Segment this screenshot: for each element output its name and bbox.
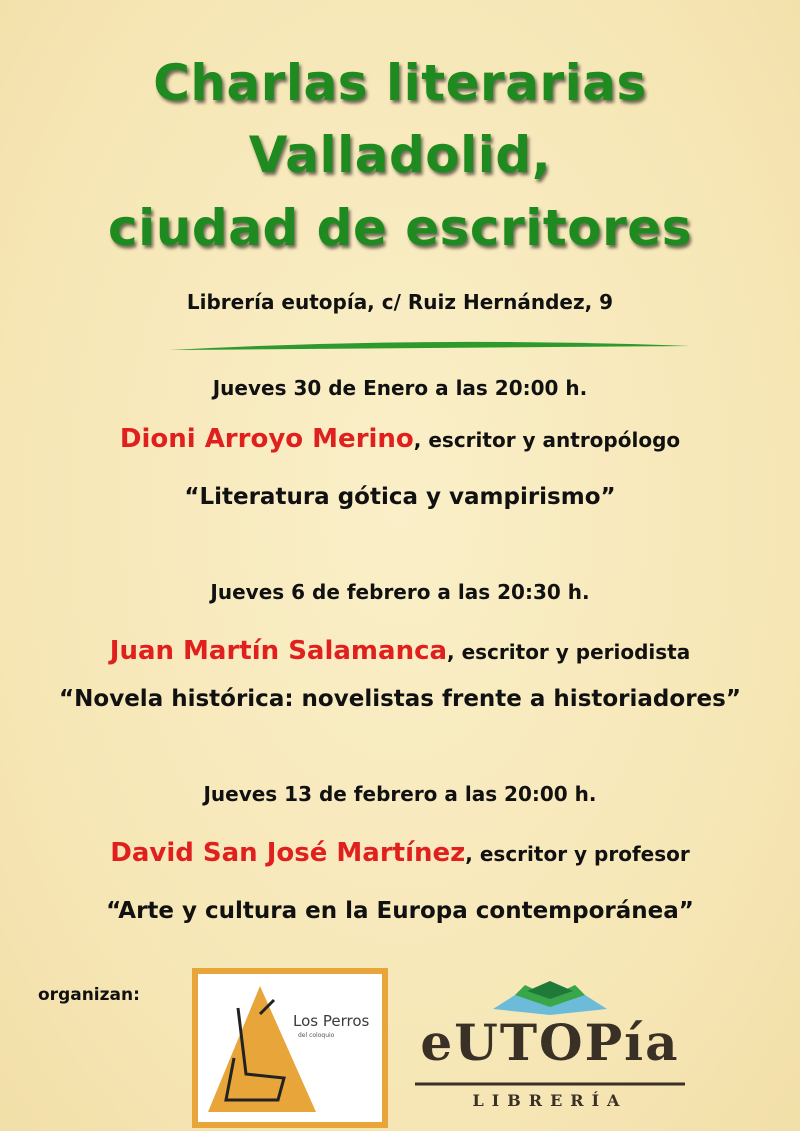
- event-1-talk-title: “Literatura gótica y vampirismo”: [184, 484, 616, 510]
- event-3-speaker-name: David San José Martínez: [110, 838, 466, 868]
- event-2-date: Jueves 6 de febrero a las 20:30 h.: [210, 580, 590, 604]
- event-2-speaker-role: , escritor y periodista: [447, 640, 691, 664]
- los-perros-triangle-icon: [198, 974, 382, 1122]
- los-perros-logo-text: Los Perros: [293, 1012, 370, 1030]
- event-3-talk-title: “Arte y cultura en la Europa contemporánea”: [106, 898, 694, 924]
- event-1-speaker-role: , escritor y antropólogo: [413, 428, 681, 452]
- poster-title-line-1: Charlas literarias: [153, 54, 647, 112]
- event-2-speaker: [0, 636, 800, 666]
- eutopia-wordmark: eUTOPía: [420, 1013, 680, 1072]
- eutopia-libreria-text: LIBRERÍA: [472, 1091, 628, 1110]
- open-book-icon: [405, 975, 695, 1015]
- green-divider: [170, 338, 690, 360]
- event-2-speaker-name: Juan Martín Salamanca: [109, 636, 448, 666]
- event-3-speaker-role: , escritor y profesor: [465, 842, 690, 866]
- event-2-talk-title: “Novela histórica: novelistas frente a historiadores”: [59, 686, 741, 712]
- event-3-date: Jueves 13 de febrero a las 20:00 h.: [203, 782, 597, 806]
- eutopia-logo: [405, 975, 695, 1125]
- los-perros-logo-subtext: del coloquio: [298, 1032, 335, 1039]
- event-1-speaker-name: Dioni Arroyo Merino: [119, 424, 414, 454]
- eutopia-underline: [405, 1079, 695, 1089]
- event-1-speaker: [0, 424, 800, 454]
- poster-title-line-2: Valladolid,: [248, 126, 552, 184]
- poster-title-line-3: ciudad de escritores: [108, 199, 692, 257]
- event-1-date: Jueves 30 de Enero a las 20:00 h.: [212, 376, 588, 400]
- organizers-label: organizan:: [38, 985, 140, 1005]
- event-3-speaker: [0, 838, 800, 868]
- venue-address: Librería eutopía, c/ Ruiz Hernández, 9: [186, 290, 614, 314]
- los-perros-logo: [192, 968, 388, 1128]
